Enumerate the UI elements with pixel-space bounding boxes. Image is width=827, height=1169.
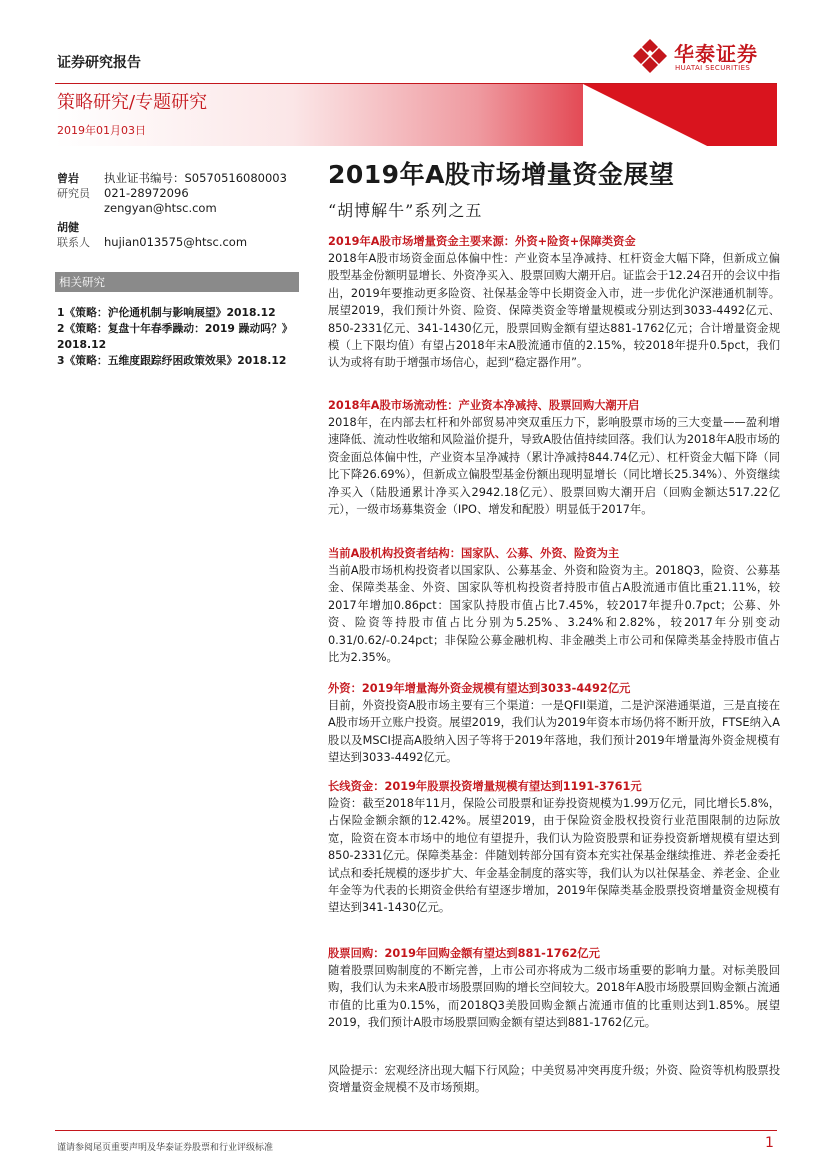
- author-1-contact: [104, 171, 287, 216]
- section-body: 2018年A股市场资金面总体偏中性：产业资本呈净减持、杠杆资金大幅下降，但新成立偏股型基金份额明显增长、外资净买入、股票回购大潮开启。证监会于12.24召开的会议中指出，2019年要推动更多险资、社保基金等中长期资金入市，进一步优化沪深港通机制等。展望2019，我们预计外资、险资、保障类资金等增量规模或分别达到3033-4492亿元、850-2331亿元、341-1430亿元，股票回购金额有望达881-1762亿元；合计增量资金规模（上下限均值）有望占2018年末A股流通市值的2.15%，较2018年提升0.5pct，我们认为或将有助于增强市场信心，起到“稳定器作用”。: [328, 252, 780, 370]
- logo-subtitle: HUATAI SECURITIES: [675, 64, 751, 72]
- section-body: 当前A股市场机构投资者以国家队、公募基金、外资和险资为主。2018Q3，险资、公募基金、保障类基金、外资、国家队等机构投资者持股市值占A股流通市值比重21.11%，较2017年增加0.86pct：国家队持股市值占比7.45%，较2017年提升0.7pct；公募、外资、险资等持股市值占比分别为5.25%、3.24%和2.82%，较2017年分别变动0.31/0.62/-0.24pct；非保险公募金融机构、非金融类上市公司和保障类基金持股市值占比为2.35%。: [328, 564, 780, 665]
- author-role: 研究员: [57, 187, 90, 200]
- section-heading: 当前A股机构投资者结构：国家队、公募、外资、险资为主: [328, 547, 620, 560]
- related-item[interactable]: 2《策略：复盘十年春季躁动：2019 躁动吗？》2018.12: [57, 322, 293, 351]
- category-band-accent: [583, 84, 777, 146]
- related-item[interactable]: 1《策略：沪伦通机制与影响展望》2018.12: [57, 306, 276, 319]
- section-heading: 外资：2019年增量海外资金规模有望达到3033-4492亿元: [328, 682, 631, 695]
- section-heading: 长线资金：2019年股票投资增量规模有望达到1191-3761元: [328, 780, 642, 793]
- footer-disclaimer: 谨请参阅尾页重要声明及华泰证券股票和行业评级标准: [57, 1143, 274, 1153]
- author-2-block: [57, 220, 90, 250]
- section-heading: 股票回购：2019年回购金额有望达到881-1762亿元: [328, 947, 600, 960]
- cert-number: S0570516080003: [184, 171, 287, 185]
- section-5: [328, 778, 780, 917]
- logo-name: 华泰证券: [674, 42, 758, 66]
- company-logo: [632, 38, 777, 78]
- section-2: [328, 397, 780, 518]
- risk-text: 风险提示：宏观经济出现大幅下行风险；中美贸易冲突再度升级；外资、险资等机构股票投资增量资金规模不及市场预期。: [328, 1064, 780, 1095]
- page-number: 1: [765, 1135, 774, 1151]
- section-6: [328, 945, 780, 1032]
- report-date: 2019年01月03日: [57, 124, 146, 137]
- related-item[interactable]: 3《策略：五维度跟踪纾困政策效果》2018.12: [57, 354, 287, 367]
- author-email[interactable]: zengyan@htsc.com: [104, 201, 217, 215]
- section-heading: 2019年A股市场增量资金主要来源：外资+险资+保障类资金: [328, 235, 636, 248]
- report-subtitle: “胡博解牛”系列之五: [328, 201, 483, 220]
- author-role: 联系人: [57, 236, 90, 249]
- section-4: [328, 680, 780, 767]
- huatai-logo-icon: [632, 38, 668, 74]
- document-type: 证券研究报告: [57, 55, 141, 71]
- section-1: [328, 233, 780, 372]
- section-body: 目前，外资投资A股市场主要有三个渠道：一是QFII渠道，二是沪深港通渠道，三是直接在A股市场开立账户投资。展望2019，我们认为2019年资本市场仍将不断开放，FTSE纳入A股以及MSCI提高A股纳入因子等将于2019年落地，我们预计2019年增量海外资金规模有望达到3033-4492亿元。: [328, 699, 780, 765]
- author-name: 胡健: [57, 221, 79, 234]
- author-1-block: [57, 171, 90, 201]
- risk-warning: [328, 1062, 780, 1097]
- author-2-email[interactable]: hujian013575@htsc.com: [104, 235, 248, 249]
- related-research-list: [57, 305, 297, 369]
- section-heading: 2018年A股市场流动性：产业资本净减持、股票回购大潮开启: [328, 399, 640, 412]
- related-research-heading: 相关研究: [55, 272, 299, 292]
- section-body: 随着股票回购制度的不断完善，上市公司亦将成为二级市场重要的影响力量。对标美股回购，我们认为未来A股市场股票回购的增长空间较大。2018年A股市场股票回购金额占流通市值的比重为0.15%，而2018Q3美股回购金额占流通市值的比重则达到1.85%。展望2019，我们预计A股市场股票回购金额有望达到881-1762亿元。: [328, 964, 780, 1030]
- section-3: [328, 545, 780, 666]
- author-name: 曾岩: [57, 172, 79, 185]
- footer-divider: [55, 1130, 777, 1131]
- section-body: 2018年，在内部去杠杆和外部贸易冲突双重压力下，影响股票市场的三大变量——盈利增速降低、流动性收缩和风险溢价提升，导致A股估值持续回落。我们认为2018年A股市场的资金面总体偏中性，产业资本呈净减持（累计净减持844.74亿元）、杠杆资金大幅下降（同比下降26.69%），但新成立偏股型基金份额出现明显增长（同比增长25.34%）、外资继续净买入（陆股通累计净买入2942.18亿元）、股票回购大潮开启（回购金额达517.22亿元），一级市场募集资金（IPO、增发和配股）明显低于2017年。: [328, 416, 780, 517]
- author-phone: 021-28972096: [104, 186, 189, 200]
- report-title: 2019年A股市场增量资金展望: [328, 160, 675, 189]
- cert-label: 执业证书编号：: [104, 171, 185, 185]
- report-category: 策略研究/专题研究: [57, 92, 208, 113]
- section-body: 险资：截至2018年11月，保险公司股票和证券投资规模为1.99万亿元，同比增长5.8%，占保险金额余额的12.42%。展望2019，由于保险资金股权投资行业范围限制的边际放宽，险资在资本市场中的地位有望提升，我们认为险资股票和证券投资新增规模有望达到850-2331亿元。保障类基金：伴随划转部分国有资本充实社保基金继续推进、养老金委托试点和委托规模的逐步扩大、年金基金制度的落实等，我们认为以社保基金、养老金、企业年金等为代表的长期资金供给有望逐步增加，2019年保障类基金股票投资增量资金规模有望达到341-1430亿元。: [328, 797, 780, 915]
